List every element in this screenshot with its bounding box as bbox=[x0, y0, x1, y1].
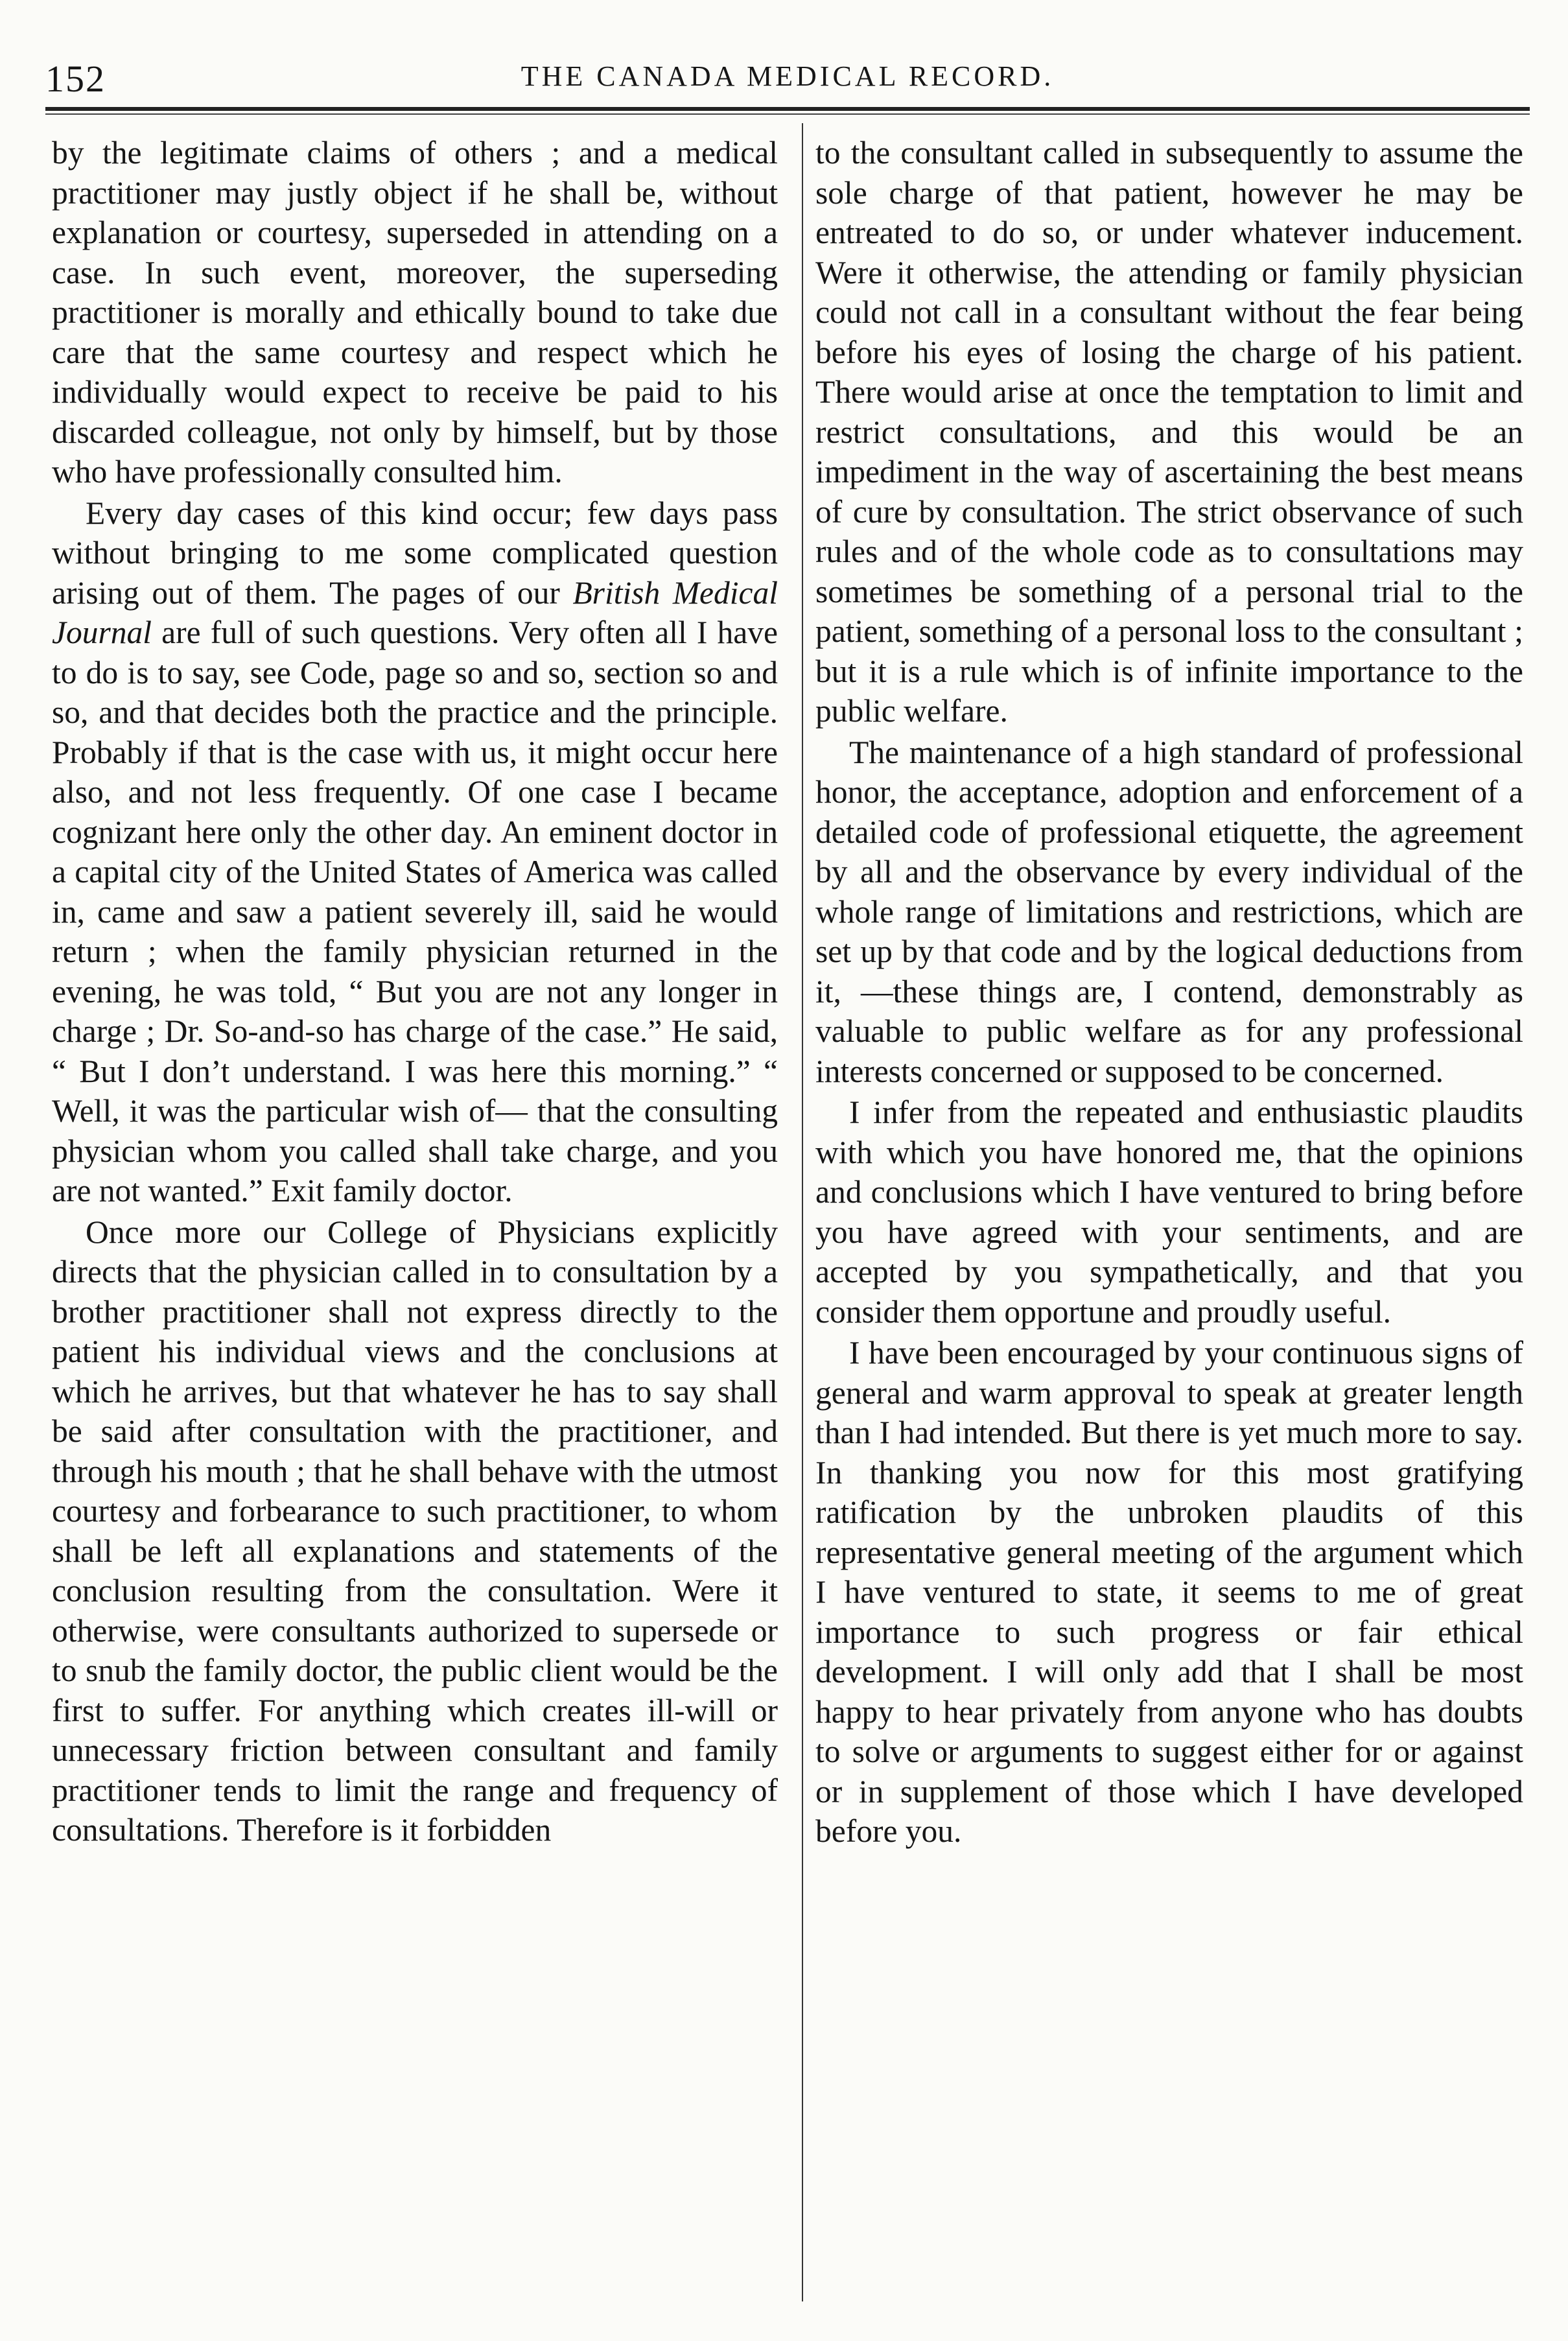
right-paragraph-4: I have been encouraged by your continuous signs of general and warm approval to speak at greater length than I had intended. But there is yet much more to say. In thanking you now for this most gratifying ratification by the unbroken plaudits of this representative general meeting of the argument which I have ventured to state, it seems to me of great importance to such progress or fair ethical development. I will only add that I shall be most happy to hear privately from anyone who has doubts to solve or arguments to suggest either for or against or in supplement of those which I have developed before you. bbox=[815, 1335, 1523, 1849]
left-paragraph-2 bbox=[52, 493, 778, 1211]
header-rule-thin bbox=[45, 113, 1530, 115]
left-paragraph-2-part-a: Every day cases of this kind occur; few days pass without bringing to me some complicated question arising out of them. The pages of our bbox=[52, 495, 778, 611]
right-paragraph-3: I infer from the repeated and enthusiastic plaudits with which you have honored me, that the opinions and conclusions which I have ventured to bring before you have agreed with your sentiments, and are accepted by you sympathetically, and that you consider them opportune and proudly useful. bbox=[815, 1094, 1523, 1330]
header-rule-thick bbox=[45, 107, 1530, 111]
page-header bbox=[45, 45, 1530, 104]
page-number: 152 bbox=[45, 58, 106, 100]
left-column bbox=[52, 133, 778, 2305]
left-paragraph-2-part-b: are full of such questions. Very often all I have to do is to say, see Code, page so and so, section so and so, and that decides both the practice and the principle. Probably if that is the case with us, it might occur here also, and not less frequently. Of one case I became cognizant here only the other day. An eminent doctor in a capital city of the United States of America was called in, came and saw a patient severely ill, said he would return ; when the family physician returned in the evening, he was told, “ But you are not any longer in charge ; Dr. So-and-so has charge of the case.” He said, “ But I don’t understand. I was here this morning.” “ Well, it was the particular wish of— that the consulting physician whom you called shall take charge, and you are not wanted.” Exit family doctor. bbox=[52, 615, 778, 1208]
right-column bbox=[815, 133, 1523, 2305]
right-paragraph-1: to the consultant called in subsequently to assume the sole charge of that patient, however he may be entreated to do so, or under whatever inducement. Were it otherwise, the attending or family physician could not call in a consultant without the fear being before his eyes of losing the charge of his patient. There would arise at once the temptation to limit and restrict consultations, and this would be an impediment in the way of ascertaining the best means of cure by consultation. The strict observance of such rules and of the whole code as to consultations may sometimes be something of a personal trial to the patient, something of a personal loss to the consultant ; but it is a rule which is of infinite importance to the public welfare. bbox=[815, 135, 1523, 729]
journal-name-italic: British Medical Journal bbox=[52, 574, 778, 650]
journal-title: THE CANADA MEDICAL RECORD. bbox=[521, 60, 1055, 92]
column-divider bbox=[802, 123, 803, 2301]
right-paragraph-2: The maintenance of a high standard of professional honor, the acceptance, adoption and enforcement of a detailed code of professional etiquette, the agreement by all and the observance by every individual of the whole range of limitations and restrictions, which are set up by that code and by the logical deductions from it, —these things are, I contend, demonstrably as valuable to public welfare as for any professional interests concerned or supposed to be concerned. bbox=[815, 734, 1523, 1089]
left-paragraph-1: by the legitimate claims of others ; and a medical practitioner may justly object if he shall be, without explanation or courtesy, superseded in attending on a case. In such event, moreover, the superseding practitioner is morally and ethically bound to take due care that the same courtesy and respect which he individually would expect to receive be paid to his discarded colleague, not only by himself, but by those who have professionally consulted him. bbox=[52, 135, 778, 489]
left-paragraph-3: Once more our College of Physicians explicitly directs that the physician called in to consultation by a brother practitioner shall not express directly to the patient his individual views and the conclusions at which he arrives, but that whatever he has to say shall be said after consultation with the practitioner, and through his mouth ; that he shall behave with the utmost courtesy and forbearance to such practitioner, to whom shall be left all explanations and statements of the conclusion resulting from the consultation. Were it otherwise, were consultants authorized to supersede or to snub the family doctor, the public client would be the first to suffer. For anything which creates ill-will or unnecessary friction between consultant and family practitioner tends to limit the range and frequency of consultations. Therefore is it forbidden bbox=[52, 1214, 778, 1848]
